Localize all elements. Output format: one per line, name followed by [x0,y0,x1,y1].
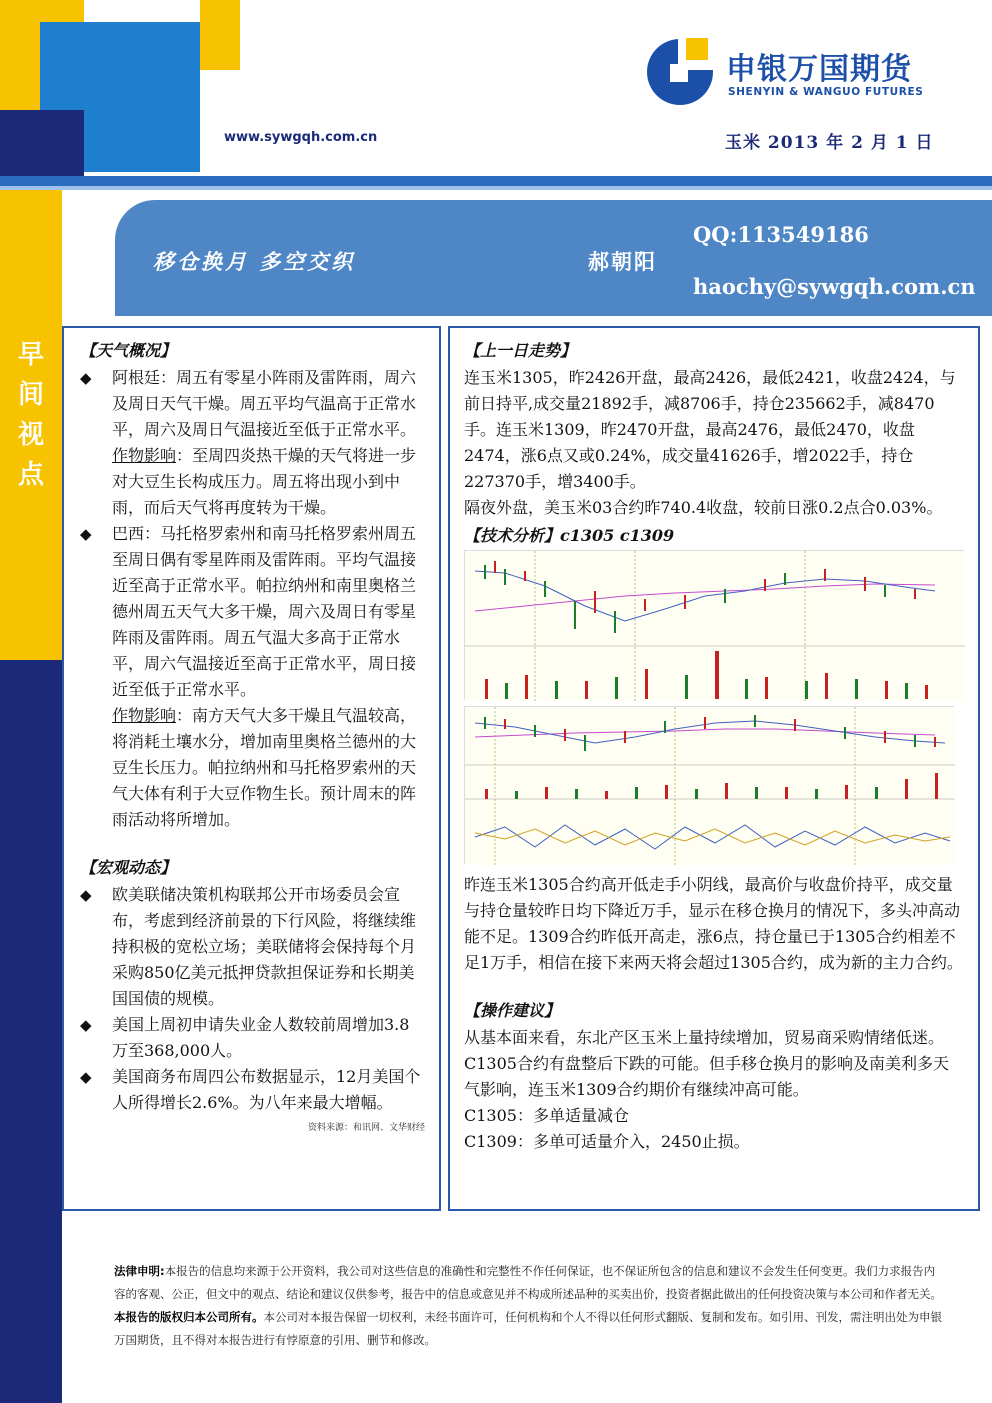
impact-text: ：南方天气大多干燥且气温较高，将消耗土壤水分，增加南里奥格兰德州的大豆生长压力。帕拉纳州和马托格罗索州的天气大体有利于大豆作物生长。预计周末的阵雨活动将所增加。 [112,706,417,829]
c1305-chart-image [464,550,964,700]
macro-item [80,1064,425,1116]
macro-item [80,1012,425,1064]
advice-title: 【操作建议】 [464,1001,561,1020]
legal-disclaimer [114,1260,944,1352]
macro-text: 美国商务布周四公布数据显示，12月美国个人所得增长2.6%。为八年来最大增幅。 [112,1067,421,1112]
company-logo [640,30,940,110]
legal-bold-2: 本报告的版权归本公司所有。 [114,1310,264,1324]
legal-text-2: 本公司对本报告保留一切权利，未经书面许可，任何机构和个人不得以任何形式翻版、复制和发布。如引用、刊发，需注明出处为申银万国期货，且不得对本报告进行有悖原意的引用、删节和修改。 [114,1310,942,1347]
header-rule-light [0,186,992,190]
website-link[interactable]: www.sywgqh.com.cn [224,130,378,145]
author-name: 郝朝阳 [588,249,657,274]
weather-text: 阿根廷：周五有零星小阵雨及雷阵雨，周六及周日天气干燥。周五平均气温高于正常水平，周六及周日气温接近至低于正常水平。 [112,368,417,439]
weather-item [80,365,425,443]
sidebar-navy [0,660,62,1403]
logo-mark-icon [640,30,720,110]
analysis-text: 昨连玉米1305合约高开低走手小阴线，最高价与收盘价持平，成交量与持仓量较昨日均下降近万手，显示在移仓换月的情况下，多头冲高动能不足。1309合约昨低开高走，涨6点，持仓量已于1305合约相差不足1万手，相信在接下来两天将会超过1305合约，成为新的主力合约。 [464,875,963,972]
impact-paragraph [80,443,425,521]
impact-text: ：至周四炎热干燥的天气将进一步对大豆生长构成压力。周五将出现小到中雨，而后天气将再度转为干燥。 [112,446,417,517]
diamond-bullet-icon: ◆ [80,369,92,387]
right-panel [448,326,980,1211]
weather-title: 【天气概况】 [80,341,177,360]
left-panel [62,326,441,1211]
legal-paragraph-2 [114,1306,944,1352]
advice-c1309: C1309：多单可适量介入，2450止损。 [464,1132,750,1151]
header-yellow-accent [200,0,240,70]
impact-paragraph [80,703,425,833]
macro-text: 美国上周初申请失业金人数较前周增加3.8万至368,000人。 [112,1015,410,1060]
source-note: 资料来源：和讯网、文华财经 [307,1123,425,1133]
kline-chart-c1309 [465,707,955,865]
diamond-bullet-icon: ◆ [80,1068,92,1086]
c1309-chart-image [464,706,954,864]
macro-item [80,882,425,1012]
legal-paragraph-1 [114,1260,944,1306]
legal-bold-1: 法律申明: [114,1264,165,1278]
impact-label: 作物影响 [112,706,177,725]
overnight-text: 隔夜外盘，美玉米03合约昨740.4收盘，较前日涨0.2点合0.03%。 [464,498,943,517]
date-line: 玉米 2013 年 2 月 1 日 [725,133,934,153]
tech-title: 【技术分析】c1305 c1309 [464,526,675,545]
diamond-bullet-icon: ◆ [80,1016,92,1034]
brand-subtitle: SHENYIN & WANGUO FUTURES [728,86,924,98]
diamond-bullet-icon: ◆ [80,525,92,543]
weather-item [80,521,425,703]
impact-label: 作物影响 [112,446,177,465]
prev-day-title: 【上一日走势】 [464,341,577,360]
legal-text-1: 本报告的信息均来源于公开资料，我公司对这些信息的准确性和完整性不作任何保证，也不保证所包含的信息和建议不会发生任何变更。我们力求报告内容的客观、公正，但文中的观点、结论和建议仅供参考，报告中的信息或意见并不构成所述品种的买卖出价，投资者据此做出的任何投资决策与本公司和作者无关。 [114,1264,942,1301]
brand-name: 申银万国期货 [726,52,912,87]
advice-c1305: C1305：多单适量减仓 [464,1106,629,1125]
weather-text: 巴西：马托格罗索州和南马托格罗索州周五至周日偶有零星阵雨及雷阵雨。平均气温接近至高于正常水平。帕拉纳州和南里奥格兰德州周五天气大多干燥，周六及周日有零星阵雨及雷阵雨。周五气温大多高于正常水平，周六气温接近至高于正常水平，周日接近至低于正常水平。 [112,524,417,699]
macro-text: 欧美联储决策机构联邦公开市场委员会宣布，考虑到经济前景的下行风险，将继续维持积极的宽松立场；美联储将会保持每个月采购850亿美元抵押贷款担保证券和长期美国国债的规模。 [112,885,417,1008]
sidebar-label: 早间视点 [17,340,44,490]
title-banner [115,200,992,316]
header-navy-block [0,110,84,180]
macro-title: 【宏观动态】 [80,858,177,877]
kline-chart-c1305 [465,551,965,701]
author-email[interactable]: haochy@sywgqh.com.cn [693,274,976,299]
report-title: 移仓换月 多空交织 [153,249,356,274]
header-rule [0,176,992,186]
prev-day-text: 连玉米1305，昨2426开盘，最高2426，最低2421，收盘2424，与前日持平,成交量21892手，减8706手，持仓235662手，减8470手。连玉米1309，昨2470开盘，最高2476，最低2470，收盘2474，涨6点又或0.24%，成交量41626手，增2022手，持仓227370手，增3400手。 [464,368,956,491]
author-qq: QQ:113549186 [693,222,869,247]
diamond-bullet-icon: ◆ [80,886,92,904]
advice-text: 从基本面来看，东北产区玉米上量持续增加，贸易商采购情绪低迷。C1305合约有盘整后下跌的可能。但手移仓换月的影响及南美利多天气影响，连玉米1309合约期价有继续冲高可能。 [464,1028,949,1099]
